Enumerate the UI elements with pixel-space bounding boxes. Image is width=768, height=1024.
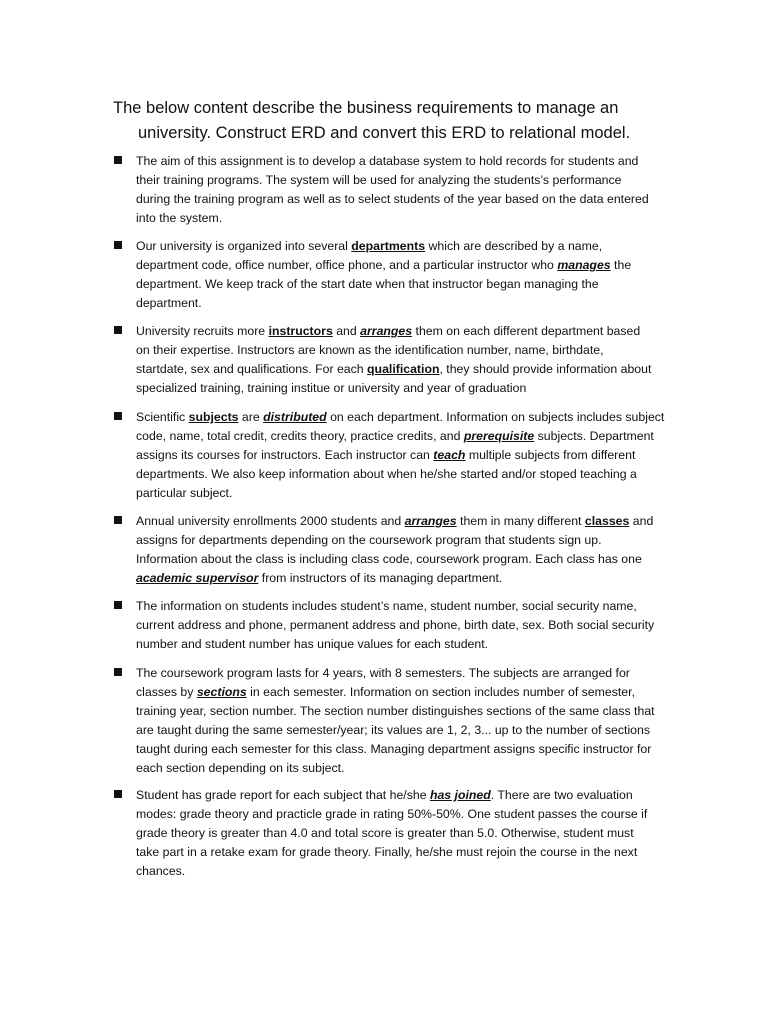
text-line: specialized training, training institue or university and year of graduation <box>136 381 527 395</box>
emphasized-term: arranges <box>360 324 413 338</box>
heading-line-1: The below content describe the business requirements to manage an <box>113 99 619 117</box>
emphasized-term: arranges <box>404 514 457 528</box>
text-line: number and student number has unique values for each student. <box>136 637 489 651</box>
square-bullet-icon <box>114 326 122 334</box>
text-line: The aim of this assignment is to develop a database system to hold records for students and <box>136 154 639 168</box>
requirement-text <box>136 786 674 881</box>
heading-line-2: university. Construct ERD and convert this ERD to relational model. <box>138 124 631 142</box>
document-heading <box>113 96 673 146</box>
square-bullet-icon <box>114 241 122 249</box>
text-line: modes: grade theory and practicle grade in rating 50%-50%. One student passes the course if <box>136 807 648 821</box>
text-line: The coursework program lasts for 4 years, with 8 semesters. The subjects are arranged for <box>136 666 630 680</box>
text-line: academic supervisor from instructors of its managing department. <box>136 571 503 585</box>
requirement-item <box>114 786 674 881</box>
text-line: their training programs. The system will be used for analyzing the students’s performance <box>136 173 622 187</box>
emphasized-term: sections <box>196 685 247 699</box>
text-line: during the training program as well as to select students of the year based on the data entered <box>136 192 649 206</box>
text-line: department code, office number, office phone, and a particular instructor who manages the <box>136 258 632 272</box>
text-line: take part in a retake exam for grade theory. Finally, he/she must rejoin the course in the next <box>136 845 638 859</box>
requirement-text <box>136 237 674 313</box>
text-line: startdate, sex and qualifications. For each qualification, they should provide information about <box>136 362 652 376</box>
text-line: taught during each semester for this class. Managing department assigns specific instructor for <box>136 742 652 756</box>
requirement-text <box>136 512 674 588</box>
text-line: assigns for departments depending on the coursework program that students sign up. <box>136 533 602 547</box>
emphasized-term: academic supervisor <box>136 571 259 585</box>
text-line: are taught during the same semester/year; its values are 1, 2, 3... up to the number of sections <box>136 723 651 737</box>
square-bullet-icon <box>114 156 122 164</box>
text-line: training year, section number. The section number distinguishes sections of the same class that <box>136 704 655 718</box>
square-bullet-icon <box>114 790 122 798</box>
emphasized-term: distributed <box>263 410 327 424</box>
square-bullet-icon <box>114 412 122 420</box>
text-line: department. <box>136 296 202 310</box>
requirement-item <box>114 237 674 313</box>
text-line: assigns its courses for instructors. Each instructor can teach multiple subjects from different <box>136 448 636 462</box>
requirement-text <box>136 322 674 398</box>
square-bullet-icon <box>114 668 122 676</box>
emphasized-term: prerequisite <box>463 429 535 443</box>
square-bullet-icon <box>114 601 122 609</box>
requirement-text <box>136 408 674 503</box>
requirement-item <box>114 664 674 778</box>
text-line: University recruits more instructors and arranges them on each different department based <box>136 324 641 338</box>
requirement-text <box>136 152 674 228</box>
text-line: code, name, total credit, credits theory, practice credits, and prerequisite subjects. Department <box>136 429 654 443</box>
requirement-item <box>114 597 674 654</box>
square-bullet-icon <box>114 516 122 524</box>
emphasized-term: departments <box>351 239 426 253</box>
text-line: chances. <box>136 864 186 878</box>
requirement-item <box>114 152 674 228</box>
text-line: Annual university enrollments 2000 students and arranges them in many different classes and <box>136 514 654 528</box>
text-line: Student has grade report for each subject that he/she has joined. There are two evaluation <box>136 788 633 802</box>
text-line: Our university is organized into several departments which are described by a name, <box>136 239 603 253</box>
text-line: current address and phone, permanent address and phone, birth date, sex. Both social security <box>136 618 655 632</box>
text-line: The information on students includes student’s name, student number, social security name, <box>136 599 637 613</box>
text-line: grade theory is greater than 4.0 and total score is greater than 5.0. Otherwise, student must <box>136 826 634 840</box>
text-line: classes by sections in each semester. Information on section includes number of semester, <box>136 685 635 699</box>
emphasized-term: manages <box>557 258 611 272</box>
emphasized-term: teach <box>433 448 466 462</box>
emphasized-term: classes <box>584 514 630 528</box>
text-line: into the system. <box>136 211 223 225</box>
text-line: particular subject. <box>136 486 233 500</box>
text-line: departments. We also keep information about when he/she started and/or stoped teaching a <box>136 467 637 481</box>
emphasized-term: instructors <box>268 324 333 338</box>
requirement-text <box>136 664 674 778</box>
requirement-item <box>114 408 674 503</box>
emphasized-term: subjects <box>188 410 239 424</box>
text-line: department. We keep track of the start date when that instructor began managing the <box>136 277 599 291</box>
text-line: Scientific subjects are distributed on each department. Information on subjects includes subject <box>136 410 665 424</box>
text-line: on their expertise. Instructors are known as the identification number, name, birthdate, <box>136 343 604 357</box>
requirement-text <box>136 597 674 654</box>
text-line: each section depending on its subject. <box>136 761 345 775</box>
emphasized-term: qualification <box>367 362 440 376</box>
requirement-item <box>114 512 674 588</box>
emphasized-term: has joined <box>429 788 491 802</box>
text-line: Information about the class is including class code, coursework program. Each class has one <box>136 552 642 566</box>
requirement-item <box>114 322 674 398</box>
